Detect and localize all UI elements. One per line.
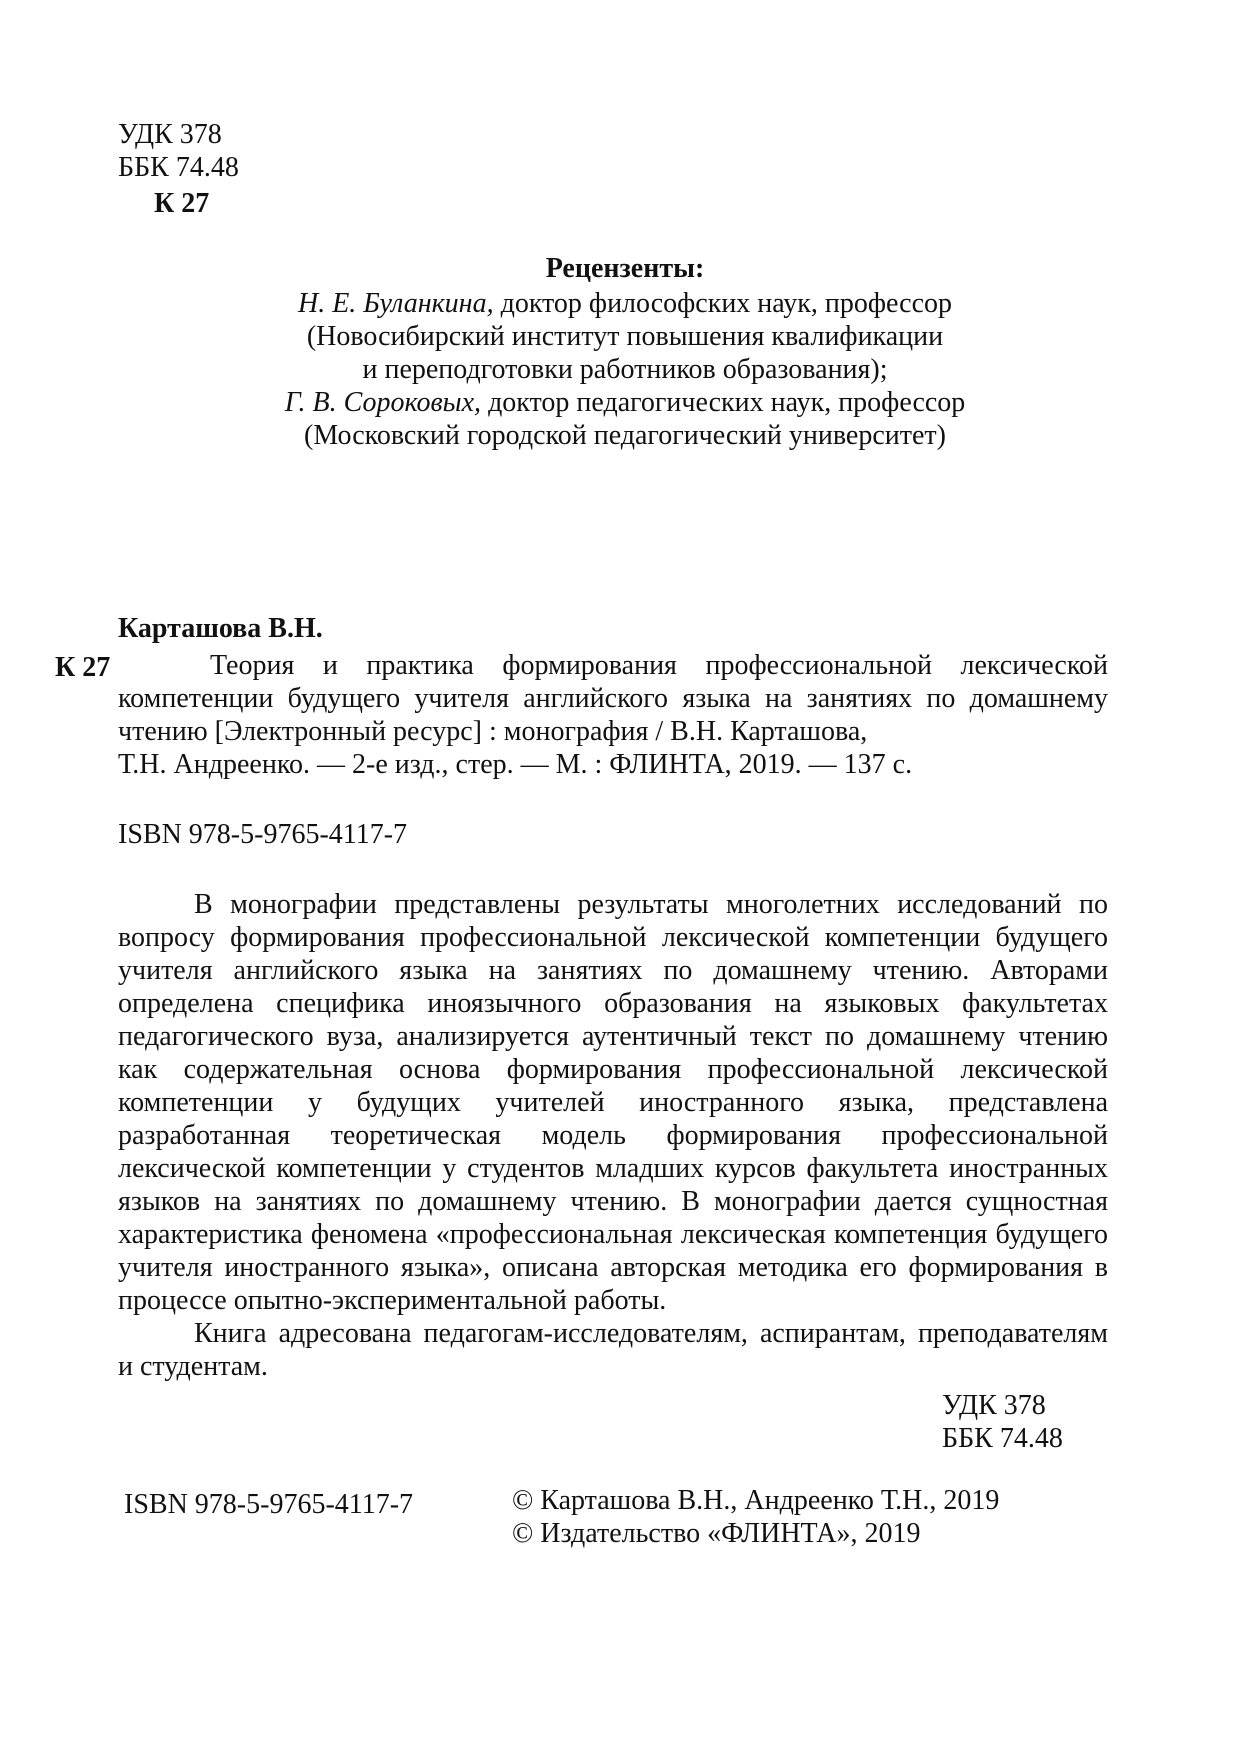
side-author-mark: К 27: [55, 652, 111, 683]
bibliographic-text: Теория и практика формирования профессиональной лексической компетенции будущего учителя английского языка на занятиях по домашнему чтению [Электронный ресурс] : монография / В.Н. Карташова,: [118, 650, 1108, 747]
author-name: Карташова В.Н.: [118, 613, 323, 644]
udk-code-bottom: УДК 378: [942, 1390, 1046, 1421]
reviewer-1-org-line2: и переподготовки работников образования);: [362, 354, 888, 385]
reviewer-1-name: Н. Е. Буланкина,: [297, 288, 494, 319]
reviewers-block: [160, 252, 1090, 452]
reviewer-2-title: доктор педагогических наук, профессор: [481, 387, 966, 418]
annotation-paragraph: В монографии представлены результаты многолетних исследований по вопросу формирования профессиональной лексической компетенции будущего учителя английского языка на занятиях по домашнему чтению. Авторами определена специфика иноязычного образования на языковых факультетах педагогического вуза, анализируется аутентичный текст по домашнему чтению как содержательная основа формирования профессиональной лексической компетенции у будущих учителей иностранного языка, представлена разработанная теоретическая модель формирования профессиональной лексической компетенции у студентов младших курсов факультета иностранных языков на занятиях по домашнему чтению. В монографии дается сущностная характеристика феномена «профессиональная лексическая компетенция будущего учителя иностранного языка», описана авторская методика его формирования в процессе опытно-экспериментальной работы.: [118, 889, 1108, 1316]
bbk-code-bottom: ББК 74.48: [942, 1423, 1063, 1454]
annotation-paragraph: Книга адресована педагогам-исследователям, аспирантам, преподавателям и студентам.: [118, 1318, 1108, 1382]
bbk-code: ББК 74.48: [118, 152, 239, 183]
annotation: [118, 888, 1108, 1383]
reviewer-1: [160, 287, 1090, 320]
isbn: ISBN 978-5-9765-4117-7: [118, 819, 408, 850]
reviewer-2-name: Г. В. Сороковых,: [284, 387, 482, 418]
author-mark: К 27: [154, 188, 210, 219]
reviewer-2: [160, 386, 1090, 419]
reviewer-1-org-line1: (Новосибирский институт повышения квалификации: [306, 321, 944, 352]
bibliographic-description: [118, 649, 1108, 781]
reviewer-2-org: (Московский городской педагогический университет): [304, 420, 946, 451]
copyright-publisher: © Издательство «ФЛИНТА», 2019: [512, 1518, 921, 1549]
udk-code: УДК 378: [118, 119, 222, 150]
reviewer-1-title: доктор философских наук, профессор: [493, 288, 953, 319]
isbn-bottom: ISBN 978-5-9765-4117-7: [124, 1489, 414, 1520]
bibliographic-text-last: Т.Н. Андреенко. — 2-е изд., стер. — М. : ФЛИНТА, 2019. — 137 с.: [118, 749, 913, 780]
copyright-block: [512, 1484, 999, 1550]
copyright-authors: © Карташова В.Н., Андреенко Т.Н., 2019: [512, 1485, 1000, 1516]
reviewers-heading: Рецензенты:: [545, 253, 705, 284]
